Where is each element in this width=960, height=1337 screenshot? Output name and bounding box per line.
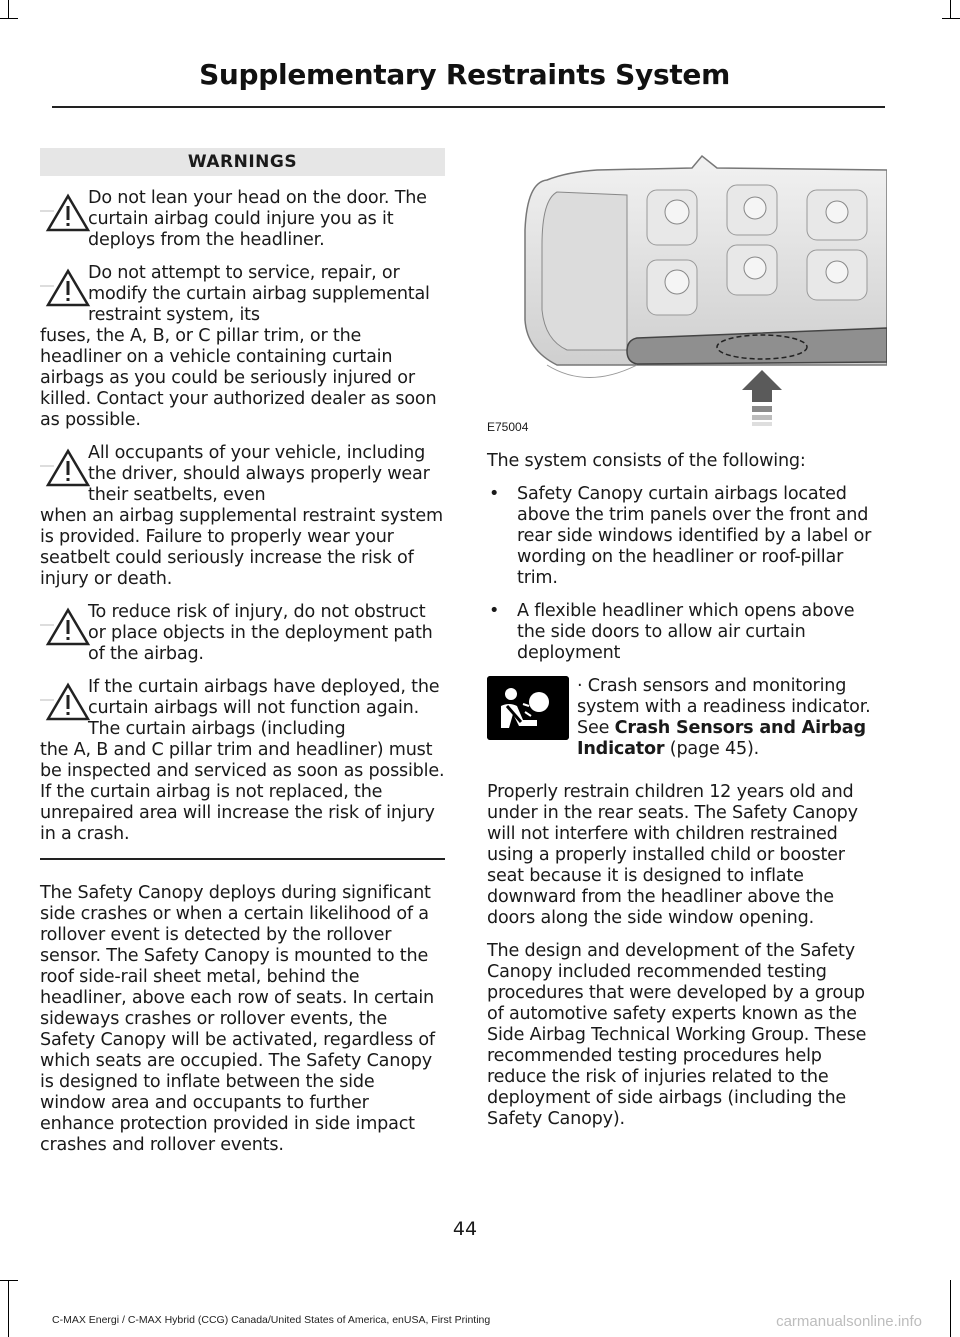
- warning-text: Do not attempt to service, repair, or modify the curtain airbag supplemental restraint system, its: [88, 263, 430, 325]
- warning-text: If the curtain airbags have deployed, the curtain airbags will not function again. The curtain airbags (including: [88, 677, 440, 739]
- crop-mark: [0, 1280, 18, 1281]
- warning-triangle-icon: [40, 265, 106, 311]
- figure-label: E75004: [487, 420, 529, 434]
- warning-triangle-icon: [40, 679, 106, 725]
- bullet: •: [489, 601, 500, 621]
- list-item-text: A flexible headliner which opens above the side doors to allow air curtain deployment: [517, 601, 855, 663]
- page-title: Supplementary Restraints System: [199, 58, 730, 91]
- warning-triangle-icon: [40, 604, 106, 650]
- right-column: [487, 451, 885, 1130]
- warning-text: To reduce risk of injury, do not obstruct or place objects in the deployment path of the airbag.: [88, 602, 433, 664]
- header-divider: [52, 106, 885, 108]
- crash-sensor-link[interactable]: Crash Sensors and Airbag Indicator: [577, 718, 866, 759]
- warning-text: Do not lean your head on the door. The curtain airbag could injure you as it deploys from the headliner.: [88, 188, 427, 250]
- body-paragraph: The Safety Canopy deploys during significant side crashes or when a certain likelihood of a rollover event is detected by the rollover sensor. The Safety Canopy is mounted to the roof side-rail sheet metal, behind the headliner, above each row of seats. In certain sideways crashes or rollover events, the Safety Canopy will be activated, regardless of which seats are occupied. The Safety Canopy is designed to inflate between the side window area and occupants to further enhance protection provided in side impact crashes and rollover events.: [40, 883, 435, 1155]
- warning-triangle-icon: [40, 445, 106, 491]
- warning-text-continued: fuses, the A, B, or C pillar trim, or the headliner on a vehicle containing curtain airbags as you could be seriously injured or killed. Contact your authorized dealer as soon as possible.: [40, 326, 437, 430]
- bullet: •: [489, 484, 500, 504]
- page-number: 44: [452, 1218, 478, 1240]
- intro-paragraph: The system consists of the following:: [487, 451, 806, 471]
- airbag-warning-icon: [487, 676, 569, 740]
- warning-item: [40, 602, 445, 665]
- crop-mark: [8, 0, 9, 18]
- list-item: [487, 484, 885, 589]
- crop-mark: [8, 1280, 9, 1337]
- footer-text: C-MAX Energi / C-MAX Hybrid (CCG) Canada/United States of America, enUSA, First Printing: [52, 1314, 491, 1326]
- vehicle-airbag-illustration: [487, 150, 887, 440]
- warning-item: [40, 263, 445, 431]
- page-reference: (page 45).: [669, 739, 760, 759]
- crop-mark: [950, 1280, 951, 1337]
- list-item-text: Safety Canopy curtain airbags located above the trim panels over the front and rear side windows identified by a label or wording on the headliner or roof-pillar trim.: [517, 484, 872, 588]
- warning-item: [40, 677, 445, 845]
- warnings-heading: WARNINGS: [40, 148, 445, 176]
- crop-mark: [942, 18, 960, 19]
- warnings-end-divider: [40, 858, 445, 860]
- list-item: [487, 601, 885, 664]
- warning-text: All occupants of your vehicle, including the driver, should always properly wear their seatbelts, even: [88, 443, 430, 505]
- watermark: carmanualsonline.info: [776, 1313, 922, 1330]
- crash-sensor-item: [487, 676, 885, 760]
- crash-sensor-text: · Crash sensors and monitoring system with a readiness indicator. See: [577, 676, 871, 738]
- crop-mark: [0, 18, 18, 19]
- warning-text-continued: when an airbag supplemental restraint system is provided. Failure to properly wear your seatbelt could seriously increase the risk of injury or death.: [40, 506, 443, 589]
- body-paragraph: The design and development of the Safety Canopy included recommended testing procedures that were developed by a group of automotive safety experts known as the Side Airbag Technical Working Group. These recommended testing procedures help reduce the risk of injuries related to the deployment of side airbags (including the Safety Canopy).: [487, 941, 867, 1129]
- warning-triangle-icon: [40, 190, 106, 236]
- component-list: [487, 484, 885, 664]
- warning-item: [40, 188, 445, 251]
- warning-text-continued: the A, B and C pillar trim and headliner) must be inspected and serviced as soon as possible. If the curtain airbag is not replaced, the unrepaired area will increase the risk of injury in a crash.: [40, 740, 445, 844]
- left-column: [40, 148, 445, 1156]
- body-paragraph: Properly restrain children 12 years old and under in the rear seats. The Safety Canopy will not interfere with children restrained using a properly installed child or booster seat because it is designed to inflate downward from the headliner above the doors along the side window opening.: [487, 782, 858, 928]
- crop-mark: [950, 0, 951, 18]
- warning-item: [40, 443, 445, 590]
